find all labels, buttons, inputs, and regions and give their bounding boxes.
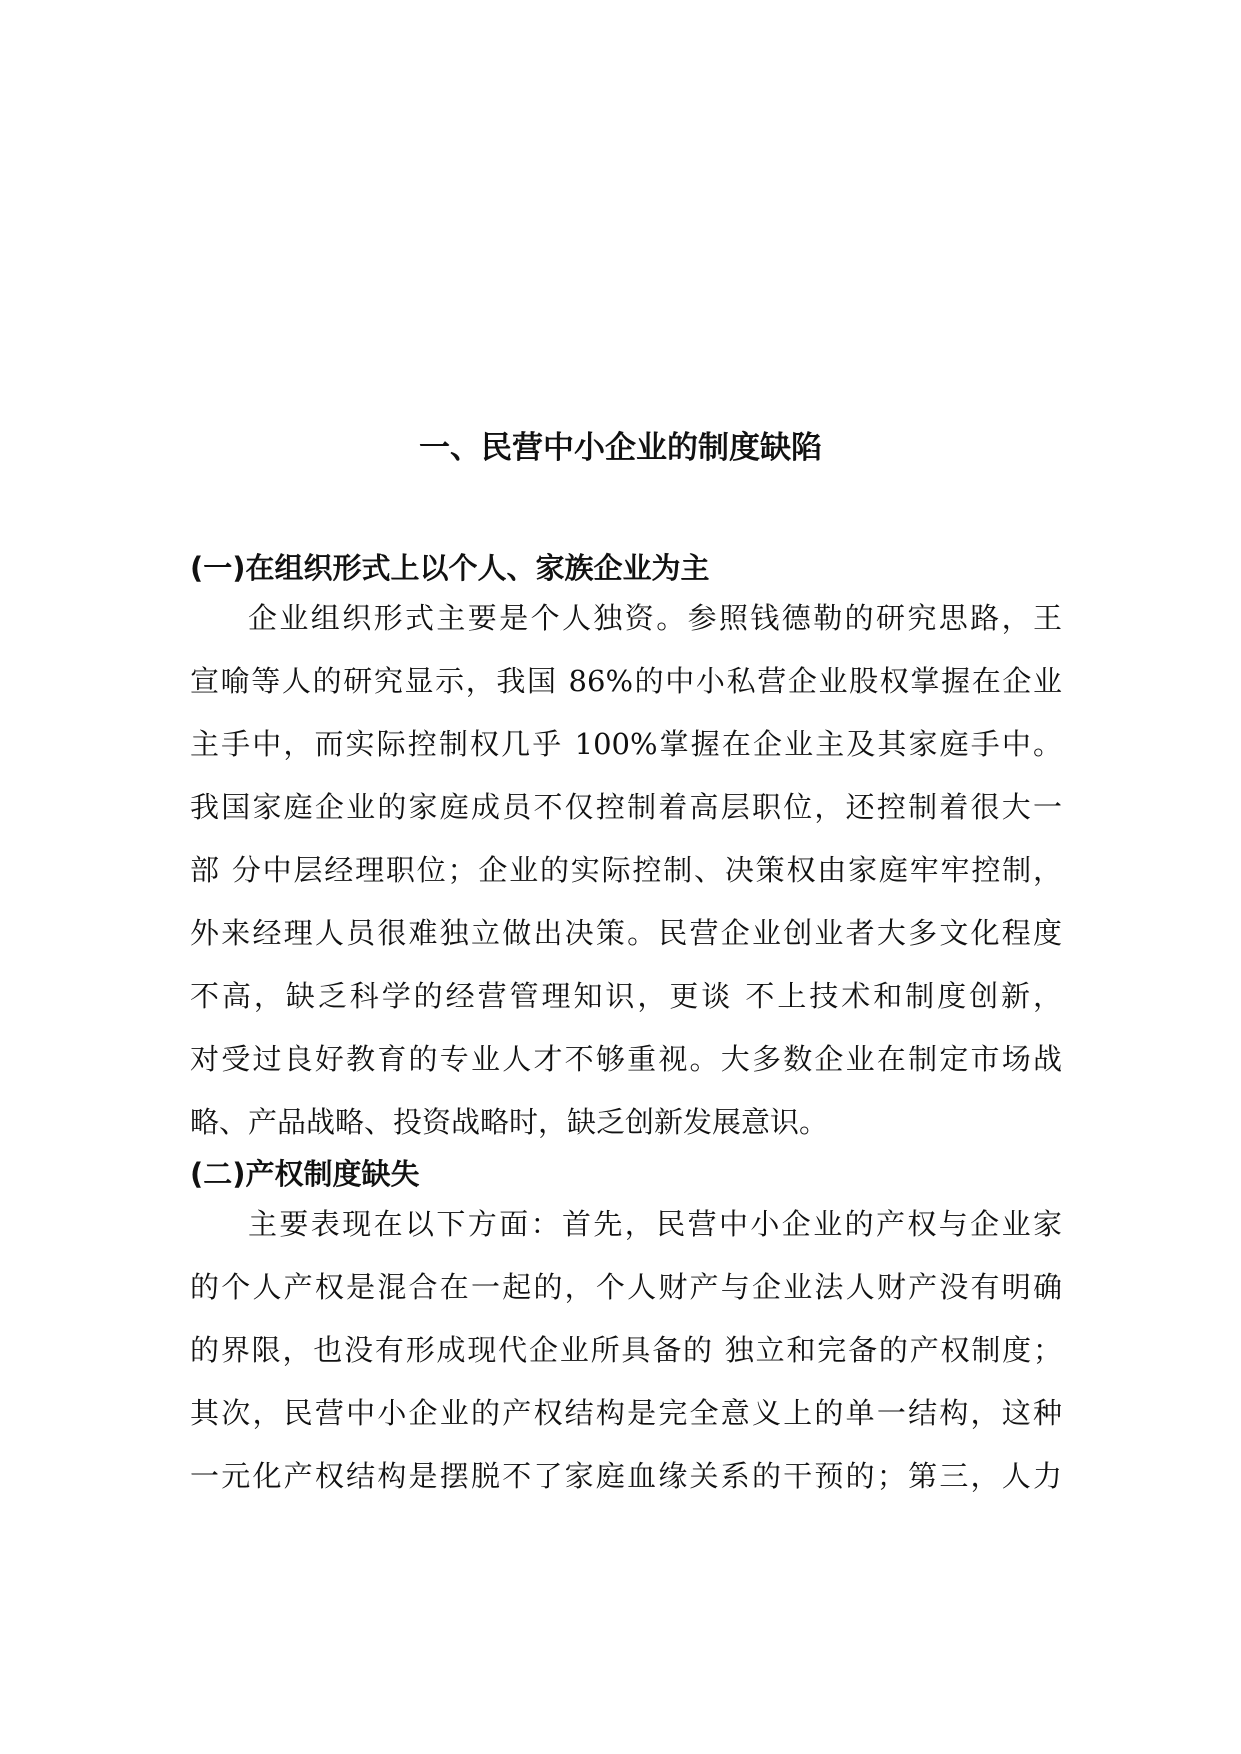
paragraph-line: 其次，民营中小企业的产权结构是完全意义上的单一结构，这种	[190, 1396, 1062, 1430]
paragraph-line: 部 分中层经理职位；企业的实际控制、决策权由家庭牢牢控制，	[190, 853, 1062, 887]
section-heading-1: (一)在组织形式上以个人、家族企业为主	[190, 551, 710, 585]
document-body	[190, 548, 1062, 1519]
paragraph-line: 的个人产权是混合在一起的，个人财产与企业法人财产没有明确	[190, 1270, 1062, 1304]
paragraph-line: 对受过良好教育的专业人才不够重视。大多数企业在制定市场战	[190, 1042, 1062, 1076]
paragraph-line: 略、产品战略、投资战略时，缺乏创新发展意识。	[190, 1105, 829, 1139]
page-title: 一、民营中小企业的制度缺陷	[419, 430, 822, 466]
paragraph-line: 主手中，而实际控制权几乎 100%掌握在企业主及其家庭手中。	[190, 727, 1062, 761]
paragraph-line: 企业组织形式主要是个人独资。参照钱德勒的研究思路，王	[248, 601, 1062, 635]
paragraph-line: 不高，缺乏科学的经营管理知识，更谈 不上技术和制度创新，	[190, 979, 1062, 1013]
paragraph-line: 我国家庭企业的家庭成员不仅控制着高层职位，还控制着很大一	[190, 790, 1062, 824]
paragraph-line: 的界限，也没有形成现代企业所具备的 独立和完备的产权制度；	[190, 1333, 1062, 1367]
paragraph-line: 宣喻等人的研究显示，我国 86%的中小私营企业股权掌握在企业	[190, 664, 1062, 698]
paragraph-line: 外来经理人员很难独立做出决策。民营企业创业者大多文化程度	[190, 916, 1062, 950]
paragraph-line: 一元化产权结构是摆脱不了家庭血缘关系的干预的；第三，人力	[190, 1459, 1062, 1493]
paragraph-line: 主要表现在以下方面：首先，民营中小企业的产权与企业家	[248, 1207, 1062, 1241]
section-heading-2: (二)产权制度缺失	[190, 1157, 420, 1191]
